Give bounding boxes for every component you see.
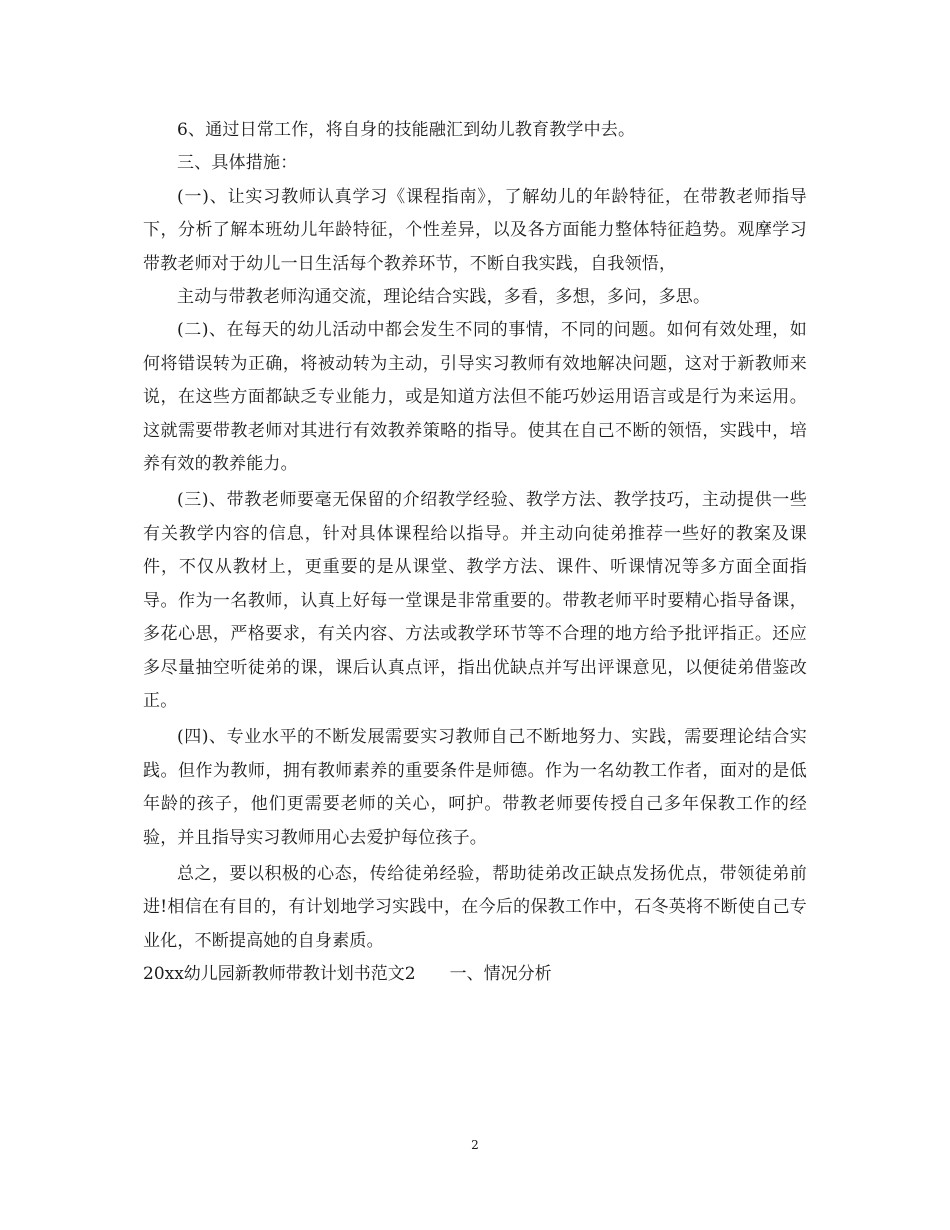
paragraph-item-6: 6、通过日常工作，将自身的技能融汇到幼儿教育教学中去。 <box>177 120 636 140</box>
paragraph-conclusion: 总之，要以积极的心态，传给徒弟经验，帮助徒弟改正缺点发扬优点，带领徒弟前进!相信在有目的，有计划地学习实践中，在今后的保教工作中，石冬英将不断使自己专业化，不断提高她的自身素质。 <box>143 863 807 951</box>
paragraph-measure-1: (一)、让实习教师认真学习《课程指南》，了解幼儿的年龄特征，在带教老师指导下，分析了解本班幼儿年龄特征，个性差异，以及各方面能力整体特征趋势。观摩学习带教老师对于幼儿一日生活每个教养环节，不断自我实践，自我领悟， <box>143 186 807 274</box>
paragraph-measure-1-continued: 主动与带教老师沟通交流，理论结合实践，多看，多想，多问，多思。 <box>177 287 711 308</box>
next-section-title: 20xx幼儿园新教师带教计划书范文2 一、情况分析 <box>143 964 552 985</box>
section-heading-measures: 三、具体措施： <box>177 153 298 174</box>
document-body <box>143 114 807 992</box>
paragraph-measure-4: (四)、专业水平的不断发展需要实习教师自己不断地努力、实践，需要理论结合实践。但作为教师，拥有教师素养的重要条件是师德。作为一名幼教工作者，面对的是低年龄的孩子，他们更需要老师的关心，呵护。带教老师要传授自己多年保教工作的经验，并且指导实习教师用心去爱护每位孩子。 <box>143 727 807 848</box>
paragraph-measure-3: (三)、带教老师要毫无保留的介绍教学经验、教学方法、教学技巧，主动提供一些有关教学内容的信息，针对具体课程给以指导。并主动向徒弟推荐一些好的教案及课件，不仅从教材上，更重要的是从课堂、教学方法、课件、听课情况等多方面全面指导。作为一名教师，认真上好每一堂课是非常重要的。带教老师平时要精心指导备课，多花心思，严格要求，有关内容、方法或教学环节等不合理的地方给予批评指正。还应多尽量抽空听徒弟的课，课后认真点评，指出优缺点并写出评课意见，以便徒弟借鉴改正。 <box>143 490 807 711</box>
paragraph-measure-2: (二)、在每天的幼儿活动中都会发生不同的事情，不同的问题。如何有效处理，如何将错误转为正确，将被动转为主动，引导实习教师有效地解决问题，这对于新教师来说，在这些方面都缺乏专业能力，或是知道方法但不能巧妙运用语言或是行为来运用。这就需要带教老师对其进行有效教养策略的指导。使其在自己不断的领悟，实践中，培养有效的教养能力。 <box>143 320 807 475</box>
page-number: 2 <box>471 1138 479 1152</box>
